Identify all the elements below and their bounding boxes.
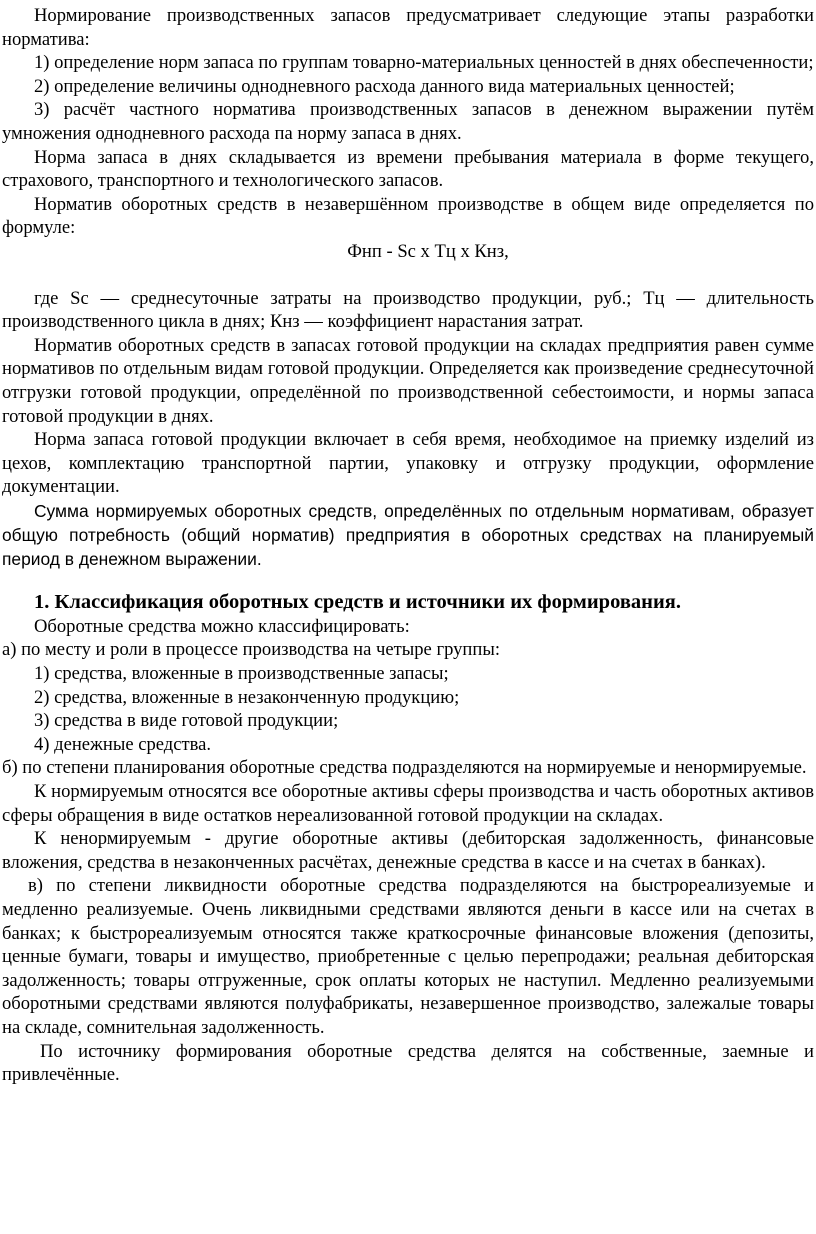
paragraph-group-v: в) по степени ликвидности оборотные средства подразделяются на быстрореализуемые и медленно реализуемые. Очень ликвидными средствами являются деньги в кассе или на счетах в банках; к быстрореализуемым относятся также краткосрочные финансовые вложения (депозиты, ценные бумаги, товары и имущество, приобретенные с целью перепродажи; реальная дебиторская задолженность; товары отгруженные, срок оплаты которых не наступил. Медленно реализуемыми оборотными средствами являются полуфабрикаты, незавершенное производство, залежалые товары на складе, сомнительная задолженность. — [2, 875, 814, 1038]
paragraph-wip-norm: Норматив оборотных средств в незавершённом производстве в общем виде определяется по формуле: — [2, 193, 814, 239]
paragraph-sources: По источнику формирования оборотные средства делятся на собственные, заемные и привлечённые. — [2, 1040, 814, 1086]
paragraph-finished-goods-norm: Норматив оборотных средств в запасах готовой продукции на складах предприятия равен сумме нормативов по отдельным видам готовой продукции. Определяется как произведение среднесуточной отгрузки готовой продукции, определённой по производственной себестоимости, и нормы запаса готовой продукции в днях. — [2, 334, 814, 427]
paragraph-total-norm: Сумма нормируемых оборотных средств, определённых по отдельным нормативам, образует общую потребность (общий норматив) предприятия в оборотных средствах на планируемый период в денежном выражении. — [2, 500, 814, 569]
list-item-stage-3: 3) расчёт частного норматива производственных запасов в денежном выражении путём умножения однодневного расхода па норму запаса в днях. — [2, 99, 814, 144]
section-spacer — [2, 571, 814, 589]
list-item-a4: 4) денежные средства. — [34, 733, 212, 755]
list-item-a3: 3) средства в виде готовой продукции; — [34, 710, 339, 732]
section-heading: 1. Классификация оборотных средств и источники их формирования. — [34, 590, 681, 613]
list-item-a2: 2) средства, вложенные в незаконченную продукцию; — [34, 686, 460, 708]
formula: Фнп - Sc х Тц х Кнз, — [347, 240, 509, 262]
list-item-stage-1: 1) определение норм запаса по группам товарно-материальных ценностей в днях обеспеченности; — [34, 52, 814, 74]
paragraph-norming-stages: Нормирование производственных запасов предусматривает следующие этапы разработки норматива: — [2, 5, 814, 50]
paragraph-normed: К нормируемым относятся все оборотные активы сферы производства и часть оборотных активов сферы обращения в виде остатков нереализованной готовой продукции на складах. — [2, 781, 814, 826]
list-item-stage-2: 2) определение величины однодневного расхода данного вида материальных ценностей; — [34, 75, 735, 97]
paragraph-classification-intro: Оборотные средства можно классифицировать: — [34, 615, 410, 637]
paragraph-stock-norm: Норма запаса в днях складывается из времени пребывания материала в форме текущего, страхового, транспортного и технологического запасов. — [2, 146, 814, 192]
paragraph-finished-goods-stock: Норма запаса готовой продукции включает в себя время, необходимое на приемку изделий из цехов, комплектацию транспортной партии, упаковку и отгрузку продукции, оформление документации. — [2, 429, 814, 498]
paragraph-group-a: а) по месту и роли в процессе производства на четыре группы: — [2, 639, 500, 661]
paragraph-group-b: б) по степени планирования оборотные средства подразделяются на нормируемые и ненормируемые. — [2, 757, 807, 779]
paragraph-formula-legend: где Sc — среднесуточные затраты на производство продукции, руб.; Тц — длительность производственного цикла в днях; Кнз — коэффициент нарастания затрат. — [2, 287, 814, 333]
list-item-a1: 1) средства, вложенные в производственные запасы; — [34, 663, 449, 685]
paragraph-non-normed: К ненормируемым - другие оборотные активы (дебиторская задолженность, финансовые вложения, средства в незаконченных расчётах, денежные средства в кассе и на счетах в банках). — [2, 828, 814, 873]
